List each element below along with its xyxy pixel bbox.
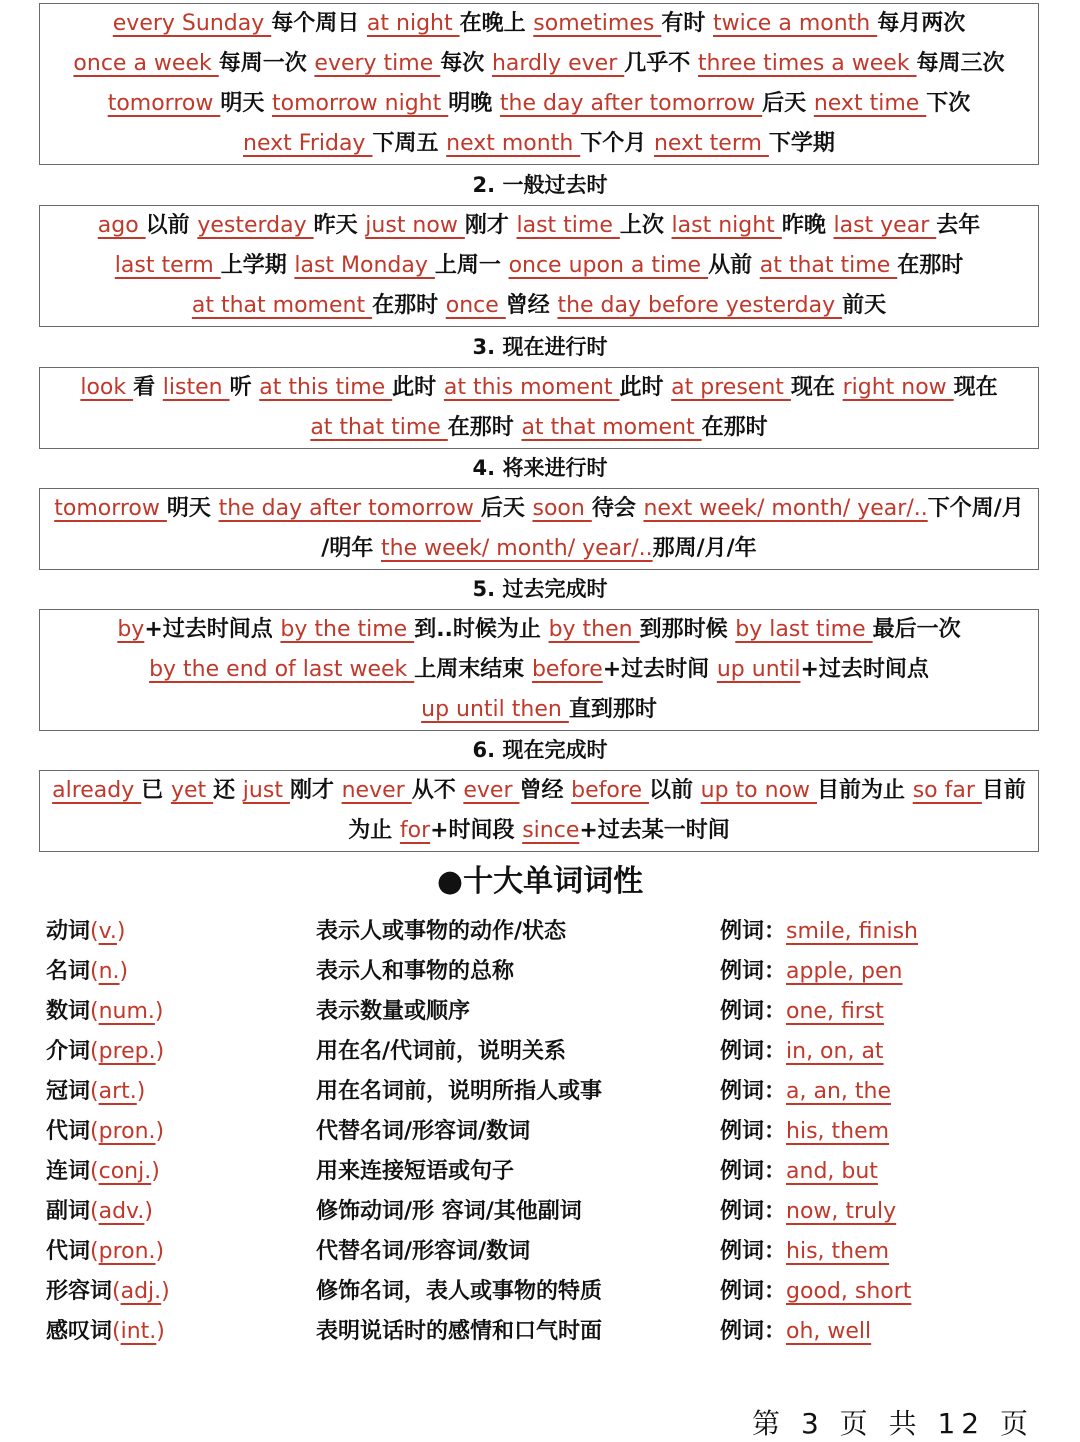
chinese-meaning: 看 <box>133 375 163 400</box>
chinese-meaning: 昨天 <box>313 213 366 238</box>
english-phrase: at this moment <box>443 375 620 400</box>
example-label: 例词： <box>720 1279 787 1304</box>
pos-example <box>720 1232 889 1272</box>
chinese-meaning: 几乎不 <box>624 51 698 76</box>
chinese-meaning: 有时 <box>661 11 713 36</box>
chinese-meaning: 已 <box>141 778 171 803</box>
english-phrase: by then <box>548 617 640 642</box>
english-phrase: by the time <box>280 617 415 642</box>
section3-box <box>39 367 1039 449</box>
chinese-meaning: +时间段 <box>430 818 523 843</box>
section6-title: 6. 现在完成时 <box>472 738 608 762</box>
example-label: 例词： <box>720 1079 787 1104</box>
english-phrase: already <box>52 778 142 803</box>
paren-close: ) <box>161 1279 170 1304</box>
english-phrase: by the end of last week <box>149 657 415 682</box>
english-phrase: at present <box>671 375 791 400</box>
pos-name <box>46 1232 164 1272</box>
english-phrase: last night <box>671 213 782 238</box>
english-phrase: so far <box>912 778 982 803</box>
english-phrase: by last time <box>735 617 873 642</box>
chinese-meaning: 后天 <box>762 91 814 116</box>
chinese-meaning: 最后一次 <box>872 617 961 642</box>
chinese-meaning: +过去某一时间 <box>579 818 730 843</box>
chinese-meaning: 下学期 <box>768 131 835 156</box>
example-words: in, on, at <box>786 1039 884 1064</box>
chinese-meaning: 下个月 <box>580 131 654 156</box>
chinese-meaning: 听 <box>229 375 260 400</box>
chinese-meaning: 去年 <box>936 213 981 238</box>
english-phrase: by <box>117 617 145 642</box>
english-phrase: at night <box>366 11 460 36</box>
pos-row <box>46 912 1046 952</box>
example-label: 例词： <box>720 1319 787 1344</box>
pos-chinese-name: 副词 <box>46 1199 91 1224</box>
paren-close: ) <box>154 999 164 1024</box>
english-phrase: tomorrow night <box>272 91 449 116</box>
english-phrase: hardly ever <box>491 51 625 76</box>
pos-abbreviation: int. <box>120 1319 157 1344</box>
english-phrase: listen <box>162 375 230 400</box>
pos-row <box>46 1112 1046 1152</box>
example-label: 例词： <box>720 1039 787 1064</box>
vocab-line <box>40 610 1038 650</box>
paren-open: ( <box>90 959 99 984</box>
chinese-meaning: 到那时候 <box>639 617 736 642</box>
section4-title: 4. 将来进行时 <box>472 456 608 480</box>
paren-close: ) <box>136 1079 146 1104</box>
vocab-line <box>40 286 1038 326</box>
english-phrase: sometimes <box>533 11 662 36</box>
paren-close: ) <box>155 1039 165 1064</box>
english-phrase: look <box>80 375 134 400</box>
chinese-meaning: 在那时 <box>447 415 522 440</box>
pos-row <box>46 1152 1046 1192</box>
section6-box <box>39 770 1039 852</box>
pos-name <box>46 992 164 1032</box>
pos-row <box>46 1032 1046 1072</box>
chinese-meaning: 每个周日 <box>271 11 367 36</box>
chinese-meaning: 还 <box>213 778 243 803</box>
paren-open: ( <box>90 919 99 944</box>
english-phrase: ago <box>97 213 146 238</box>
example-words: and, but <box>786 1159 878 1184</box>
chinese-meaning: 下个周/月 <box>927 496 1024 521</box>
chinese-meaning: 刚才 <box>464 213 517 238</box>
chinese-meaning: 从前 <box>708 253 760 278</box>
chinese-meaning: 以前 <box>648 778 701 803</box>
pos-example <box>720 1152 878 1192</box>
example-words: a, an, the <box>786 1079 891 1104</box>
chinese-meaning: 目前 <box>981 778 1026 803</box>
chinese-meaning: 每周一次 <box>218 51 315 76</box>
english-phrase: next time <box>813 91 927 116</box>
pos-abbreviation: adv. <box>98 1199 145 1224</box>
pos-example <box>720 1072 891 1112</box>
example-words: apple, pen <box>786 959 903 984</box>
pos-description: 表示数量或顺序 <box>316 999 471 1024</box>
chinese-meaning: 明天 <box>220 91 273 116</box>
paren-open: ( <box>90 1239 99 1264</box>
english-phrase: once <box>445 293 506 318</box>
english-phrase: never <box>341 778 412 803</box>
chinese-meaning: 曾经 <box>505 293 558 318</box>
english-phrase: once a week <box>73 51 219 76</box>
english-phrase: next Friday <box>243 131 373 156</box>
page-number: 第 3 页 共 12 页 <box>752 1407 1034 1440</box>
chinese-meaning: 每周三次 <box>916 51 1005 76</box>
paren-close: ) <box>155 1119 165 1144</box>
pos-chinese-name: 代词 <box>46 1239 91 1264</box>
pos-chinese-name: 形容词 <box>46 1279 113 1304</box>
chinese-meaning: 前天 <box>842 293 887 318</box>
english-phrase: up until then <box>421 697 569 722</box>
chinese-meaning: 目前为止 <box>817 778 913 803</box>
chinese-meaning: 待会 <box>591 496 644 521</box>
pos-description: 用来连接短语或句子 <box>316 1159 515 1184</box>
pos-abbreviation: art. <box>98 1079 137 1104</box>
chinese-meaning: 上周一 <box>434 253 509 278</box>
english-phrase: just now <box>365 213 465 238</box>
english-phrase: for <box>399 818 431 843</box>
english-phrase: at this time <box>259 375 393 400</box>
paren-open: ( <box>90 1079 99 1104</box>
pos-chinese-name: 动词 <box>46 919 91 944</box>
vocab-line <box>40 408 1038 448</box>
pos-description: 用在名/代词前，说明关系 <box>316 1039 567 1064</box>
pos-name <box>46 1272 170 1312</box>
section2-box <box>39 205 1039 327</box>
chinese-meaning: 到..时候为止 <box>414 617 549 642</box>
example-label: 例词： <box>720 959 787 984</box>
paren-open: ( <box>90 1199 99 1224</box>
example-words: oh, well <box>786 1319 872 1344</box>
pos-name <box>46 1112 164 1152</box>
pos-example <box>720 952 903 992</box>
pos-abbreviation: v. <box>98 919 117 944</box>
english-phrase: at that time <box>310 415 448 440</box>
english-phrase: the day after tomorrow <box>218 496 481 521</box>
paren-open: ( <box>90 1159 99 1184</box>
vocab-line <box>40 206 1038 246</box>
pos-example <box>720 1192 896 1232</box>
english-phrase: next month <box>446 131 581 156</box>
chinese-meaning: +过去时间点 <box>800 657 929 682</box>
paren-close: ) <box>156 1319 165 1344</box>
pos-name <box>46 1192 153 1232</box>
vocab-line <box>40 811 1038 851</box>
chinese-meaning: +过去时间 <box>602 657 717 682</box>
example-words: his, them <box>786 1119 890 1144</box>
pos-chinese-name: 感叹词 <box>46 1319 113 1344</box>
english-phrase: up to now <box>700 778 818 803</box>
english-phrase: before <box>531 657 603 682</box>
pos-example <box>720 992 884 1032</box>
english-phrase: ever <box>463 778 520 803</box>
section1-box <box>39 3 1039 165</box>
english-phrase: every Sunday <box>112 11 272 36</box>
pos-abbreviation: conj. <box>98 1159 152 1184</box>
chinese-meaning: 此时 <box>619 375 672 400</box>
chinese-meaning: 直到那时 <box>568 697 657 722</box>
english-phrase: soon <box>532 496 592 521</box>
pos-description: 表明说话时的感情和口气时面 <box>316 1319 603 1344</box>
pos-example <box>720 1272 911 1312</box>
pos-chinese-name: 名词 <box>46 959 91 984</box>
vocab-line <box>40 246 1038 286</box>
vocab-line <box>40 771 1038 811</box>
chinese-meaning: 明天 <box>166 496 219 521</box>
section4-box <box>39 488 1039 570</box>
chinese-meaning: 那周/月/年 <box>652 536 757 561</box>
english-phrase: yesterday <box>197 213 314 238</box>
parts-of-speech-title: ●十大单词词性 <box>436 864 644 899</box>
chinese-meaning: 在那时 <box>701 415 768 440</box>
chinese-meaning: 后天 <box>480 496 533 521</box>
chinese-meaning: 每月两次 <box>877 11 966 36</box>
vocab-line <box>40 84 1038 124</box>
chinese-meaning: 上周末结束 <box>414 657 532 682</box>
section3-title: 3. 现在进行时 <box>472 335 608 359</box>
chinese-meaning: 此时 <box>392 375 444 400</box>
paren-close: ) <box>151 1159 160 1184</box>
chinese-meaning: 为止 <box>348 818 400 843</box>
english-phrase: the week/ month/ year/.. <box>381 536 653 561</box>
vocab-line <box>40 529 1038 569</box>
example-words: one, first <box>786 999 884 1024</box>
vocab-line <box>40 124 1038 164</box>
pos-name <box>46 952 128 992</box>
example-label: 例词： <box>720 919 787 944</box>
paren-open: ( <box>112 1319 121 1344</box>
chinese-meaning: 现在 <box>790 375 843 400</box>
pos-example <box>720 1032 884 1072</box>
paren-close: ) <box>119 959 129 984</box>
chinese-meaning: 上次 <box>619 213 672 238</box>
chinese-meaning: 上学期 <box>220 253 295 278</box>
example-words: now, truly <box>786 1199 897 1224</box>
paren-close: ) <box>155 1239 165 1264</box>
pos-row <box>46 952 1046 992</box>
english-phrase: at that time <box>759 253 898 278</box>
english-phrase: before <box>571 778 649 803</box>
chinese-meaning: 从不 <box>411 778 464 803</box>
pos-example <box>720 1112 889 1152</box>
pos-abbreviation: pron. <box>98 1239 156 1264</box>
english-phrase: last Monday <box>294 253 435 278</box>
english-phrase: next term <box>653 131 769 156</box>
pos-row <box>46 1232 1046 1272</box>
pos-row <box>46 992 1046 1032</box>
example-words: his, them <box>786 1239 890 1264</box>
english-phrase: since <box>522 818 580 843</box>
vocab-line <box>40 489 1038 529</box>
pos-row <box>46 1312 1046 1352</box>
english-phrase: tomorrow <box>107 91 221 116</box>
english-phrase: at that moment <box>521 415 702 440</box>
pos-chinese-name: 连词 <box>46 1159 91 1184</box>
english-phrase: last year <box>833 213 937 238</box>
example-label: 例词： <box>720 1119 787 1144</box>
example-words: smile, finish <box>786 919 918 944</box>
chinese-meaning: 曾经 <box>519 778 572 803</box>
example-label: 例词： <box>720 1239 787 1264</box>
chinese-meaning: 每次 <box>440 51 492 76</box>
vocab-line <box>40 4 1038 44</box>
pos-abbreviation: pron. <box>98 1119 156 1144</box>
chinese-meaning: 在晚上 <box>459 11 534 36</box>
pos-row <box>46 1072 1046 1112</box>
pos-name <box>46 912 126 952</box>
pos-row <box>46 1272 1046 1312</box>
english-phrase: last time <box>516 213 620 238</box>
paren-close: ) <box>116 919 126 944</box>
section5-box <box>39 609 1039 731</box>
paren-open: ( <box>90 999 99 1024</box>
paren-open: ( <box>90 1039 99 1064</box>
chinese-meaning: 下次 <box>926 91 971 116</box>
pos-abbreviation: n. <box>98 959 120 984</box>
english-phrase: up until <box>716 657 801 682</box>
pos-name <box>46 1072 145 1112</box>
english-phrase: the day after tomorrow <box>499 91 763 116</box>
chinese-meaning: 在那时 <box>897 253 964 278</box>
pos-chinese-name: 介词 <box>46 1039 91 1064</box>
english-phrase: yet <box>170 778 214 803</box>
english-phrase: tomorrow <box>54 496 167 521</box>
pos-abbreviation: num. <box>98 999 155 1024</box>
vocab-line <box>40 690 1038 730</box>
english-phrase: the day before yesterday <box>557 293 843 318</box>
vocab-line <box>40 368 1038 408</box>
pos-description: 修饰动词/形 容词/其他副词 <box>316 1199 582 1224</box>
pos-example <box>720 912 918 952</box>
parts-of-speech-table <box>46 912 1046 1352</box>
pos-abbreviation: prep. <box>98 1039 156 1064</box>
english-phrase: at that moment <box>191 293 373 318</box>
pos-chinese-name: 数词 <box>46 999 91 1024</box>
chinese-meaning: 明晚 <box>448 91 500 116</box>
pos-name <box>46 1312 165 1352</box>
pos-description: 用在名词前，说明所指人或事 <box>316 1079 603 1104</box>
english-phrase: twice a month <box>712 11 878 36</box>
paren-open: ( <box>112 1279 121 1304</box>
paren-open: ( <box>90 1119 99 1144</box>
section5-title: 5. 过去完成时 <box>472 577 608 601</box>
english-phrase: just <box>242 778 290 803</box>
chinese-meaning: +过去时间点 <box>144 617 281 642</box>
english-phrase: every time <box>314 51 441 76</box>
vocab-line <box>40 44 1038 84</box>
english-phrase: once upon a time <box>508 253 709 278</box>
pos-abbreviation: adj. <box>120 1279 162 1304</box>
chinese-meaning: 昨晚 <box>781 213 834 238</box>
english-phrase: right now <box>842 375 954 400</box>
pos-name <box>46 1032 164 1072</box>
english-phrase: last term <box>114 253 221 278</box>
chinese-meaning: /明年 <box>321 536 381 561</box>
english-phrase: three times a week <box>697 51 917 76</box>
example-label: 例词： <box>720 1199 787 1224</box>
chinese-meaning: 刚才 <box>289 778 342 803</box>
pos-chinese-name: 代词 <box>46 1119 91 1144</box>
pos-description: 表示人和事物的总称 <box>316 959 515 984</box>
pos-description: 表示人或事物的动作/状态 <box>316 919 567 944</box>
pos-example <box>720 1312 871 1352</box>
pos-description: 修饰名词，表人或事物的特质 <box>316 1279 603 1304</box>
chinese-meaning: 在那时 <box>372 293 446 318</box>
chinese-meaning: 下周五 <box>372 131 447 156</box>
pos-chinese-name: 冠词 <box>46 1079 91 1104</box>
pos-description: 代替名词/形容词/数词 <box>316 1239 531 1264</box>
pos-row <box>46 1192 1046 1232</box>
chinese-meaning: 现在 <box>953 375 998 400</box>
pos-name <box>46 1152 160 1192</box>
example-words: good, short <box>786 1279 912 1304</box>
paren-close: ) <box>144 1199 153 1224</box>
vocab-line <box>40 650 1038 690</box>
english-phrase: next week/ month/ year/.. <box>643 496 928 521</box>
example-label: 例词： <box>720 999 787 1024</box>
example-label: 例词： <box>720 1159 787 1184</box>
section2-title: 2. 一般过去时 <box>472 173 608 197</box>
chinese-meaning: 以前 <box>145 213 198 238</box>
pos-description: 代替名词/形容词/数词 <box>316 1119 531 1144</box>
